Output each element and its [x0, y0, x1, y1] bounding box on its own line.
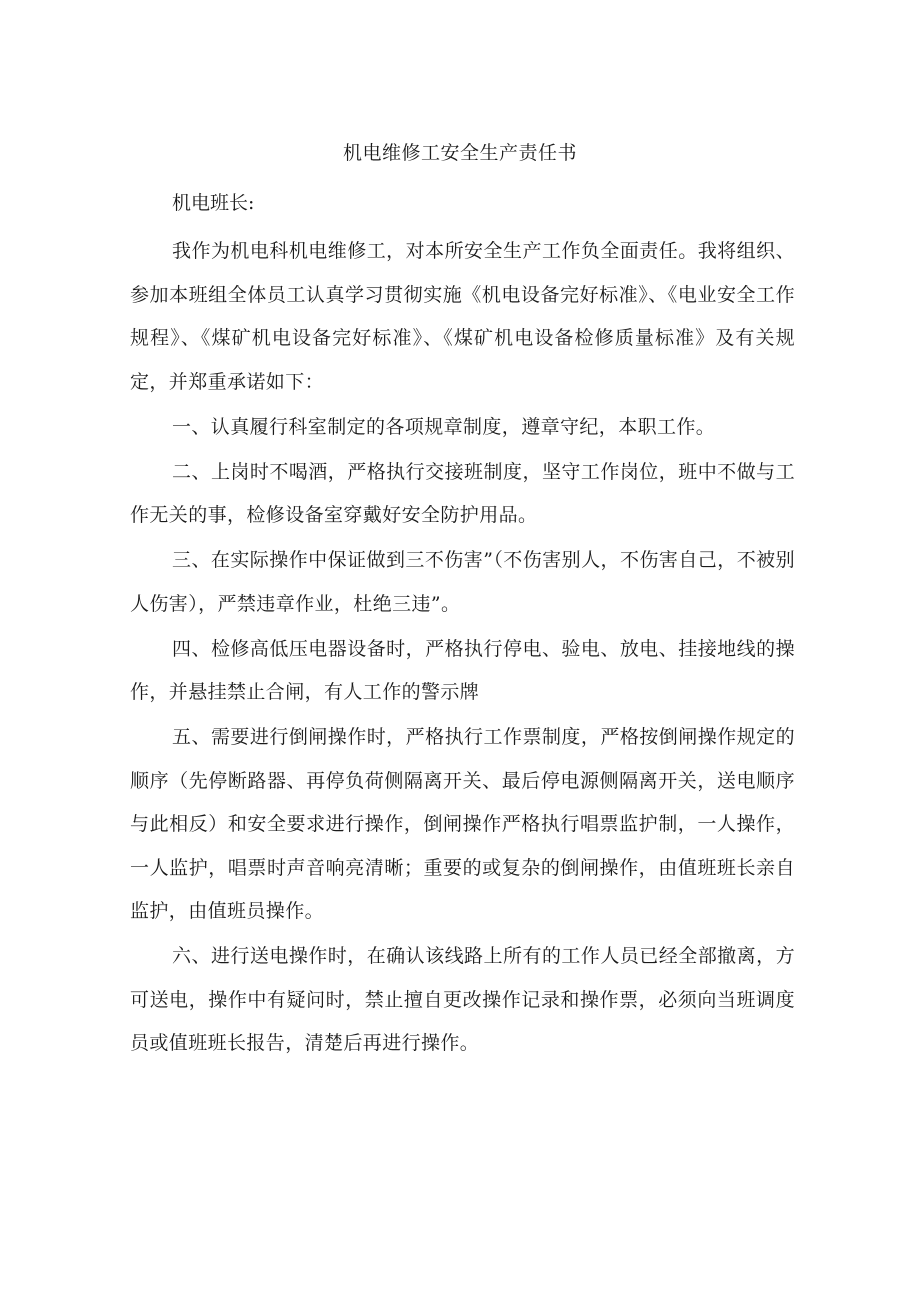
- paragraph-item-5: 五、需要进行倒闸操作时，严格执行工作票制度，严格按倒闸操作规定的顺序（先停断路器、再停负荷侧隔离开关、最后停电源侧隔离开关，送电顺序与此相反）和安全要求进行操作，倒闸操作严格执行唱票监护制，一人操作，一人监护，唱票时声音响亮清晰；重要的或复杂的倒闸操作，由值班班长亲自监护，由值班员操作。: [130, 726, 795, 922]
- document-body: [130, 230, 795, 1067]
- salutation: 机电班长:: [172, 192, 255, 214]
- paragraph-item-1: 一、认真履行科室制定的各项规章制度，遵章守纪，本职工作。: [172, 415, 716, 438]
- paragraph-item-3: 三、在实际操作中保证做到三不伤害”（不伤害别人，不伤害自己，不被别人伤害），严禁违章作业，杜绝三违”。: [130, 549, 795, 615]
- paragraph-item-2: 二、上岗时不喝酒，严格执行交接班制度，坚守工作岗位，班中不做与工作无关的事，检修设备室穿戴好安全防护用品。: [130, 460, 795, 526]
- document-title: 机电维修工安全生产责任书: [342, 142, 577, 164]
- paragraph-intro: 我作为机电科机电维修工，对本所安全生产工作负全面责任。我将组织、参加本班组全体员工认真学习贯彻实施《机电设备完好标准》、《电业安全工作规程》、《煤矿机电设备完好标准》、《煤矿机电设备检修质量标准》及有关规定，并郑重承诺如下：: [130, 240, 795, 393]
- paragraph-item-4: 四、检修高低压电器设备时，严格执行停电、验电、放电、挂接地线的操作，并悬挂禁止合闸，有人工作的警示牌: [130, 637, 795, 703]
- paragraph-item-6: 六、进行送电操作时，在确认该线路上所有的工作人员已经全部撤离，方可送电，操作中有疑问时，禁止擅自更改操作记录和操作票，必须向当班调度员或值班班长报告，清楚后再进行操作。: [130, 945, 795, 1054]
